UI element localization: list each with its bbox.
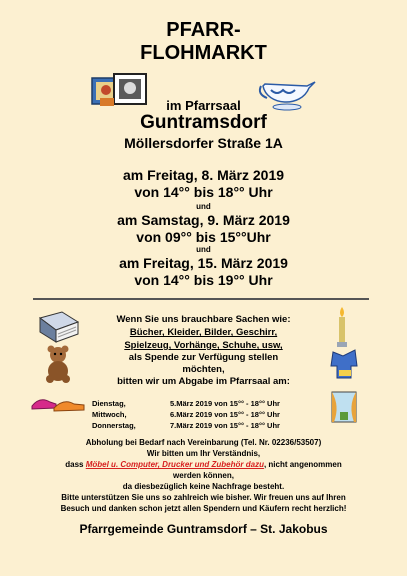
title-line-1: PFARR- xyxy=(166,19,241,41)
date-3-day: am Freitag, 15. März 2019 xyxy=(119,255,288,271)
request-line-5: möchten, xyxy=(182,364,225,375)
support-line-2: Besuch und danken schon jetzt allen Spendern und Käufern recht herzlich! xyxy=(60,504,347,513)
understanding-note: Wir bitten um Ihr Verständnis, xyxy=(146,449,261,458)
excluded-items-line xyxy=(0,459,407,470)
and-word-1: und xyxy=(196,202,211,211)
no-demand-note: da diesbezüglich keine Nachfrage besteht. xyxy=(122,482,285,491)
schedule-time-3: 7.März 2019 von 15°° - 18°° Uhr xyxy=(170,421,280,430)
curtain-window-icon xyxy=(330,390,358,424)
date-1-day: am Freitag, 8. März 2019 xyxy=(122,167,285,183)
request-line-4: als Spende zur Verfügung stellen xyxy=(128,352,279,363)
request-line-6: bitten wir um Abgabe im Pfarrsaal am: xyxy=(117,376,290,387)
excluded-suffix: , nicht angenommen xyxy=(263,460,342,469)
excluded-items: Möbel u. Computer, Drucker und Zubehör dazu xyxy=(85,460,264,469)
schedule-time-1: 5.März 2019 von 15°° - 18°° Uhr xyxy=(170,399,280,408)
schedule-day-2: Mittwoch, xyxy=(92,410,127,419)
title-line-2: FLOHMARKT xyxy=(140,42,267,64)
street-address: Möllersdorfer Straße 1A xyxy=(124,135,283,151)
venue-intro: im Pfarrsaal xyxy=(166,98,241,113)
shoes-icon xyxy=(30,392,86,414)
schedule-time-2: 6.März 2019 von 15°° - 18°° Uhr xyxy=(170,410,280,419)
excluded-prefix: dass xyxy=(65,460,86,469)
date-2-time: von 09°° bis 15°°Uhr xyxy=(136,229,271,245)
pickup-note: Abholung bei Bedarf nach Vereinbarung (Tel. Nr. 02236/53507) xyxy=(85,438,322,447)
and-word-2: und xyxy=(196,245,211,254)
date-2-day: am Samstag, 9. März 2019 xyxy=(117,212,290,228)
date-1-time: von 14°° bis 18°° Uhr xyxy=(134,184,273,200)
excluded-continuation: werden können, xyxy=(173,471,234,480)
request-line-1: Wenn Sie uns brauchbare Sachen wie: xyxy=(116,314,291,325)
schedule-day-3: Donnerstag, xyxy=(92,421,136,430)
date-3-time: von 14°° bis 19°° Uhr xyxy=(134,272,273,288)
request-items-line-1: Bücher, Kleider, Bilder, Geschirr, xyxy=(129,327,278,338)
town-name: Guntramsdorf xyxy=(140,112,267,133)
schedule-day-1: Dienstag, xyxy=(92,399,126,408)
request-items-line-2: Spielzeug, Vorhänge, Schuhe, usw, xyxy=(124,340,283,351)
parish-footer: Pfarrgemeinde Guntramsdorf – St. Jakobus xyxy=(79,522,328,536)
divider xyxy=(33,298,369,300)
support-line-1: Bitte unterstützen Sie uns so zahlreich wie bisher. Wir freuen uns auf Ihren xyxy=(61,493,346,502)
